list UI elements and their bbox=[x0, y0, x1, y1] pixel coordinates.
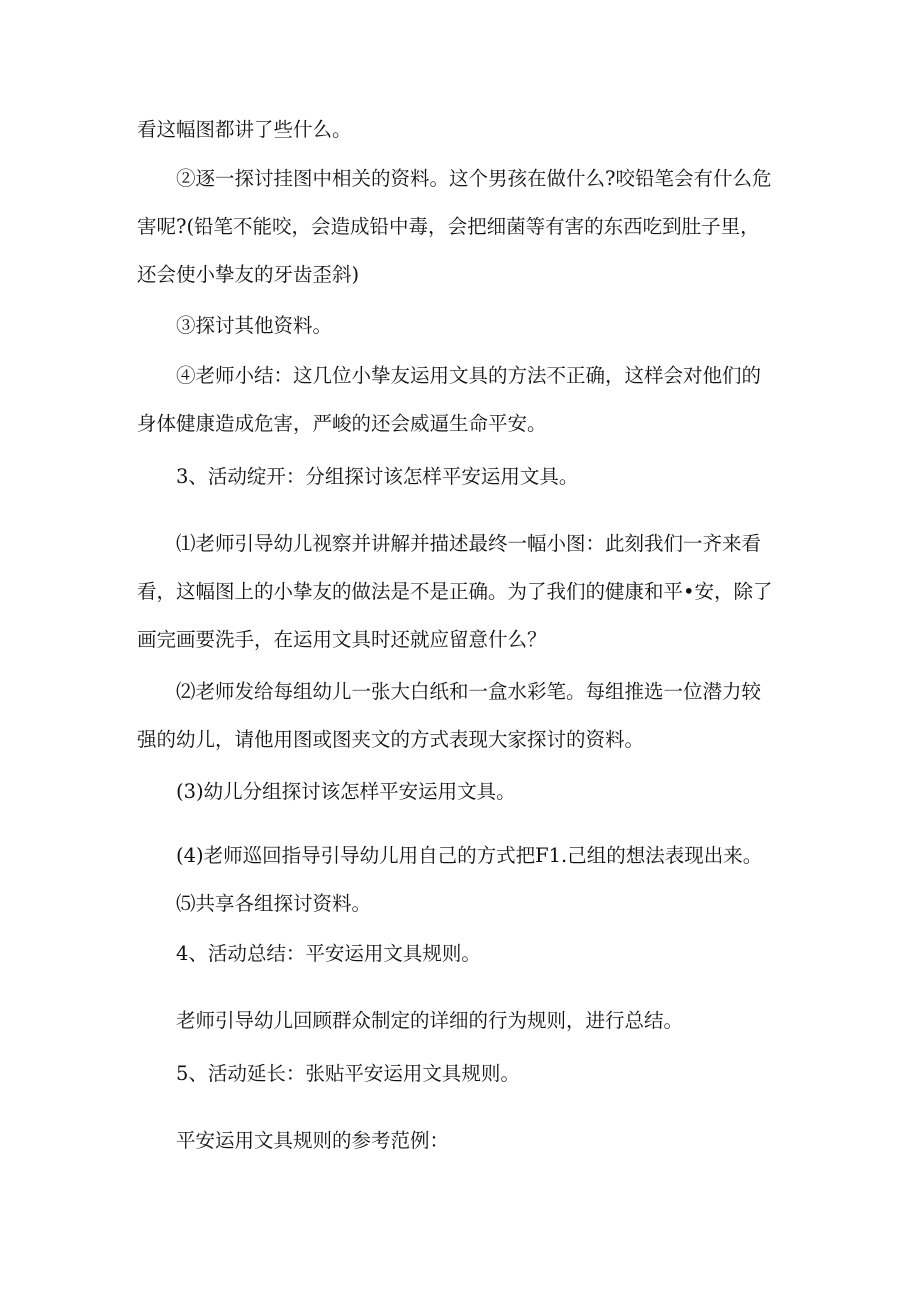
paragraph-line: ⑵老师发给每组幼儿一张大白纸和一盒水彩笔。每组推选一位潜力较 bbox=[176, 680, 762, 703]
paragraph-step-2-cont bbox=[137, 203, 787, 299]
paragraph-line: 4、活动总结：平安运用文具规则。 bbox=[176, 942, 481, 965]
paragraph-sub-5 bbox=[176, 880, 826, 928]
paragraph-step-3 bbox=[176, 302, 826, 350]
paragraph-line: 身体健康造成危害，严峻的还会威逼生命平安。 bbox=[137, 412, 547, 435]
paragraph-intro-end bbox=[137, 106, 787, 154]
paragraph-sub-3 bbox=[176, 768, 826, 816]
paragraph-line: ⑴老师引导幼儿视察并讲解并描述最终一幅小图：此刻我们一齐来看 bbox=[176, 532, 762, 555]
paragraph-step-4-cont bbox=[137, 400, 787, 448]
paragraph-line: 还会使小挚友的牙齿歪斜) bbox=[137, 263, 360, 286]
paragraph-line: (3)幼儿分组探讨该怎样平安运用文具。 bbox=[176, 780, 516, 803]
section-heading-4 bbox=[176, 930, 826, 978]
paragraph-sub-1 bbox=[176, 520, 796, 568]
paragraph-sub-1-cont bbox=[137, 568, 787, 664]
paragraph-line: 平安运用文具规则的参考范例： bbox=[176, 1129, 450, 1152]
paragraph-line: ⑸共享各组探讨资料。 bbox=[176, 892, 372, 915]
paragraph-sub-4 bbox=[176, 832, 796, 880]
paragraph-sub-2 bbox=[176, 668, 796, 716]
paragraph-line: ②逐一探讨挂图中相关的资料。这个男孩在做什么?咬铅笔会有什么危 bbox=[176, 167, 772, 190]
paragraph-example-intro bbox=[176, 1117, 826, 1165]
paragraph-line: 3、活动绽开：分组探讨该怎样平安运用文具。 bbox=[176, 465, 579, 488]
paragraph-step-4 bbox=[176, 352, 796, 400]
paragraph-line: 看，这幅图上的小挚友的做法是不是正确。为了我们的健康和平•安，除了 bbox=[137, 580, 773, 603]
paragraph-summary bbox=[176, 997, 826, 1045]
paragraph-line: 老师引导幼儿回顾群众制定的详细的行为规则，进行总结。 bbox=[176, 1009, 684, 1032]
paragraph-sub-2-cont bbox=[137, 716, 787, 764]
paragraph-line: 画完画要洗手，在运用文具时还就应留意什么？ bbox=[137, 628, 547, 651]
paragraph-line: ④老师小结：这几位小挚友运用文具的方法不正确，这样会对他们的 bbox=[176, 364, 762, 387]
paragraph-line: 看这幅图都讲了些什么。 bbox=[137, 118, 352, 141]
paragraph-line: 强的幼儿，请他用图或图夹文的方式表现大家探讨的资料。 bbox=[137, 728, 645, 751]
paragraph-line: 害呢?(铅笔不能咬，会造成铅中毒，会把细菌等有害的东西吃到肚子里， bbox=[137, 215, 760, 238]
paragraph-line: ③探讨其他资料。 bbox=[176, 314, 333, 337]
section-heading-5 bbox=[176, 1050, 826, 1098]
paragraph-line: 5、活动延长：张贴平安运用文具规则。 bbox=[176, 1062, 520, 1085]
section-heading-3 bbox=[176, 453, 826, 501]
paragraph-line: (4)老师巡回指导引导幼儿用自己的方式把F1.己组的想法表现出来。 bbox=[176, 844, 763, 867]
paragraph-step-2 bbox=[176, 155, 796, 203]
